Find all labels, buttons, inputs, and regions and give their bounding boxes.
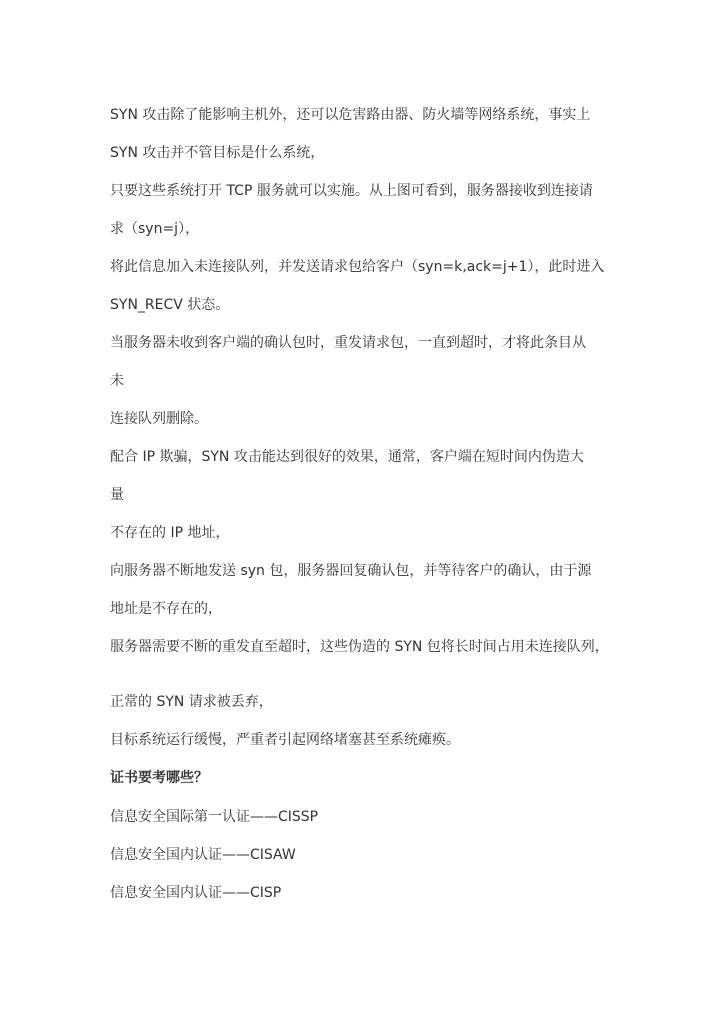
paragraph-line: 向服务器不断地发送 syn 包，服务器回复确认包，并等待客户的确认，由于源 [110, 563, 592, 579]
paragraph-line: SYN 攻击除了能影响主机外，还可以危害路由器、防火墙等网络系统，事实上 [110, 107, 591, 123]
paragraph-line: 地址是不存在的， [110, 601, 222, 617]
paragraph-line: 未 [110, 373, 124, 389]
paragraph-line: 连接队列删除。 [110, 411, 208, 427]
cert-list-item: 信息安全国内认证——CISAW [110, 847, 296, 863]
paragraph-line: SYN_RECV 状态。 [110, 297, 230, 313]
cert-list-item: 信息安全国际第一认证——CISSP [110, 809, 319, 825]
paragraph-line: 目标系统运行缓慢，严重者引起网络堵塞甚至系统瘫痪。 [110, 732, 460, 748]
paragraph-line: 量 [110, 487, 124, 503]
paragraph-line: 服务器需要不断的重发直至超时，这些伪造的 SYN 包将长时间占用未连接队列， [110, 639, 609, 655]
paragraph-line: 不存在的 IP 地址， [110, 525, 230, 541]
paragraph-line: 将此信息加入未连接队列，并发送请求包给客户（syn=k,ack=j+1），此时进入 [110, 259, 605, 275]
section-heading: 证书要考哪些？ [110, 770, 208, 786]
cert-list-item: 信息安全国内认证——CISP [110, 885, 282, 901]
paragraph-line: 只要这些系统打开 TCP 服务就可以实施。从上图可看到，服务器接收到连接请 [110, 183, 593, 199]
paragraph-line: 求（syn=j）， [110, 221, 200, 237]
paragraph-line: 当服务器未收到客户端的确认包时，重发请求包，一直到超时，才将此条目从 [110, 335, 586, 351]
paragraph-line: SYN 攻击并不管目标是什么系统， [110, 145, 325, 161]
paragraph-line: 正常的 SYN 请求被丢弃， [110, 694, 273, 710]
paragraph-line: 配合 IP 欺骗，SYN 攻击能达到很好的效果，通常，客户端在短时间内伪造大 [110, 449, 584, 465]
